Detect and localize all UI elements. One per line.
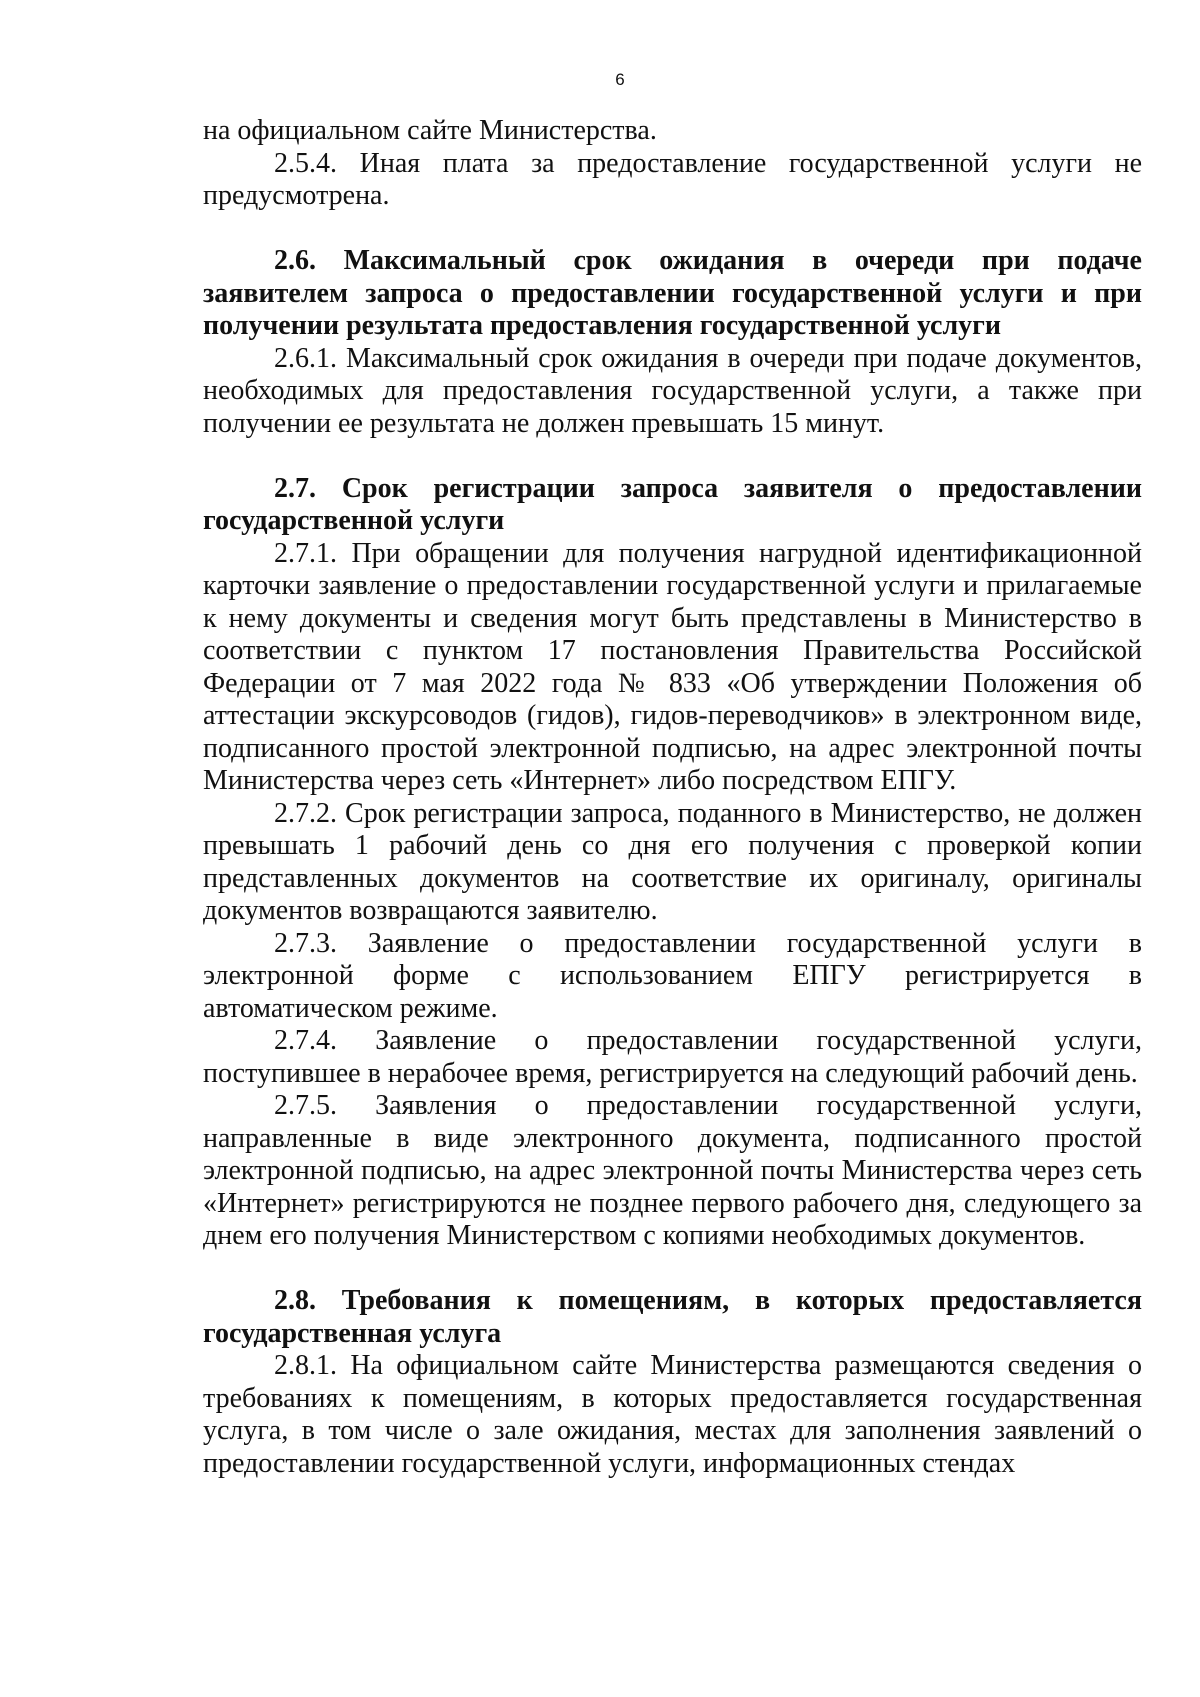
- paragraph: 2.7.3. Заявление о предоставлении государственной услуги в электронной форме с использованием ЕПГУ регистрируется в автоматическом режиме.: [203, 927, 1142, 1024]
- paragraph: 2.7.5. Заявления о предоставлении государственной услуги, направленные в виде электронного документа, подписанного простой электронной подписью, на адрес электронной почты Министерства через сеть «Интернет» регистрируются не позднее первого рабочего дня, следующего за днем его получения Министерством с копиями необходимых документов.: [203, 1090, 1142, 1251]
- section-heading: 2.7. Срок регистрации запроса заявителя о предоставлении государственной услуги: [203, 472, 1142, 536]
- document-body: [203, 115, 1142, 1480]
- paragraph: 2.7.4. Заявление о предоставлении государственной услуги, поступившее в нерабочее время, регистрируется на следующий рабочий день.: [203, 1025, 1142, 1089]
- paragraph: на официальном сайте Министерства.: [203, 115, 657, 146]
- section-heading: 2.8. Требования к помещениям, в которых предоставляется государственная услуга: [203, 1285, 1142, 1349]
- paragraph: 2.8.1. На официальном сайте Министерства размещаются сведения о требованиях к помещениям, в которых предоставляется государственная услуга, в том числе о зале ожидания, местах для заполнения заявлений о предоставлении государственной услуги, информационных стендах: [203, 1350, 1142, 1479]
- page-number: 6: [615, 70, 625, 89]
- paragraph: 2.7.2. Срок регистрации запроса, поданного в Министерство, не должен превышать 1 рабочий день со дня его получения с проверкой копии представленных документов на соответствие их оригиналу, оригиналы документов возвращаются заявителю.: [203, 797, 1142, 926]
- section-gap: [203, 440, 1142, 473]
- section-gap: [203, 213, 1142, 246]
- paragraph: 2.7.1. При обращении для получения нагрудной идентификационной карточки заявление о предоставлении государственной услуги и прилагаемые к нему документы и сведения могут быть представлены в Министерство в соответствии с пунктом 17 постановления Правительства Российской Федерации от 7 мая 2022 года № 833 «Об утверждении Положения об аттестации экскурсоводов (гидов), гидов-переводчиков» в электронном виде, подписанного простой электронной подписью, на адрес электронной почты Министерства через сеть «Интернет» либо посредством ЕПГУ.: [203, 537, 1142, 796]
- section-heading: 2.6. Максимальный срок ожидания в очереди при подаче заявителем запроса о предоставлении государственной услуги и при получении результата предоставления государственной услуги: [203, 245, 1142, 341]
- paragraph: 2.5.4. Иная плата за предоставление государственной услуги не предусмотрена.: [203, 147, 1142, 211]
- section-gap: [203, 1253, 1142, 1286]
- paragraph: 2.6.1. Максимальный срок ожидания в очереди при подаче документов, необходимых для предоставления государственной услуги, а также при получении ее результата не должен превышать 15 минут.: [203, 342, 1142, 439]
